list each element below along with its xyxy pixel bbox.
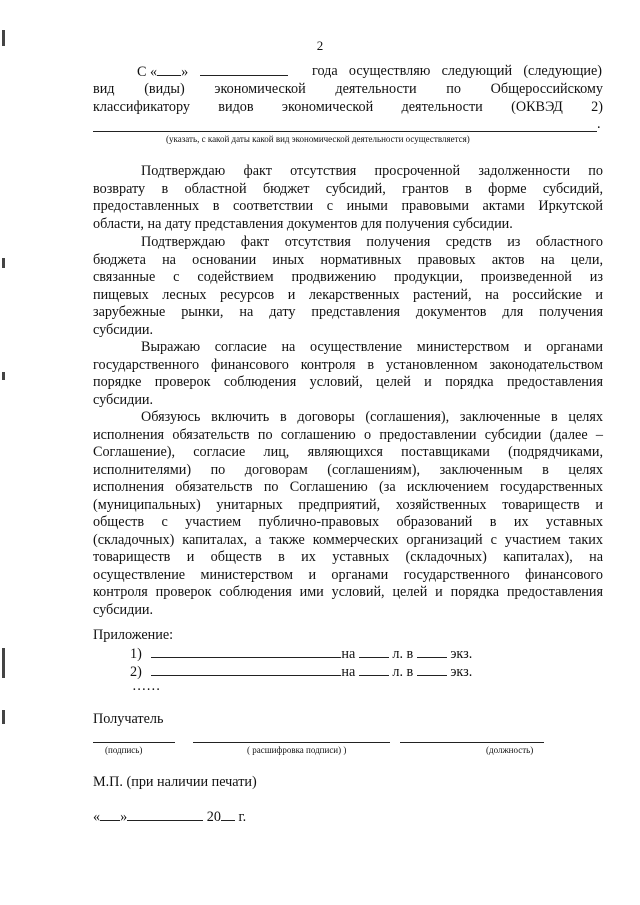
signature-decoding-line [193, 742, 390, 743]
stamp-note: М.П. (при наличии печати) [93, 774, 257, 790]
scan-mark [2, 710, 5, 724]
text-line: (складочных) капиталах, а также коммерческих организаций с участием таких [93, 531, 603, 548]
paragraph-1 [93, 163, 603, 233]
text-line: возврату в областной бюджет субсидий, грантов в форме субсидий, [93, 180, 603, 197]
text-line: обществ с участием публично-правовых образований в их уставных [93, 514, 603, 530]
attachment-sheets-label: л. в [392, 664, 414, 680]
year-suffix: г. [238, 809, 247, 825]
attachment-ellipsis: …… [132, 678, 161, 694]
date-line-tail: года осуществляю следующий (следующие) [312, 63, 602, 79]
text-line: порядке проверок соблюдения условий, целей и порядка предоставления [93, 374, 603, 390]
date-open-quote: С « [137, 64, 158, 80]
text-line: Подтверждаю факт отсутствия получения средств из областного [141, 234, 603, 250]
year-prefix: 20 [206, 809, 221, 825]
okved-caption: (указать, с какой даты какой вид экономической деятельности осуществляется) [166, 134, 470, 144]
scan-mark [2, 372, 5, 380]
day-blank [100, 808, 120, 821]
attachment-na-label: на [341, 664, 356, 680]
attachment-name-blank [151, 645, 341, 658]
signature-line [93, 742, 175, 743]
decoding-caption: ( расшифровка подписи) ) [247, 745, 347, 755]
text-line: Обязуюсь включить в договоры (соглашения), заключенные в целях [141, 409, 603, 425]
paragraph-2 [93, 234, 603, 339]
text-line: товариществ и обществ в их уставных (складочных) капиталах), на [93, 549, 603, 565]
okved-text [93, 81, 603, 116]
copies-blank [417, 645, 447, 658]
text-line: (муниципальных) унитарных предприятий, хозяйственных товариществ и [93, 496, 603, 513]
text-line: исполнения обязательств по соглашению о предоставлении субсидии (далее – [93, 426, 603, 443]
position-line [400, 742, 544, 743]
signing-date [93, 808, 246, 826]
scan-mark [2, 648, 5, 678]
text-line: субсидии. [93, 601, 154, 618]
date-close-quote: » [181, 64, 189, 80]
text-line: классификатору видов экономической деятельности (ОКВЭД 2) [93, 98, 603, 115]
attachment-copies-label: экз. [450, 664, 473, 680]
text-line: области, на дату представления документов для получения субсидии. [93, 215, 513, 232]
text-line: бюджета на основании иных нормативных правовых актов на цели, [93, 251, 603, 268]
sheets-blank [359, 645, 389, 658]
date-close-quote: » [120, 809, 128, 825]
page-number: 2 [316, 38, 324, 53]
position-caption: (должность) [486, 745, 534, 755]
attachment-title: Приложение: [93, 627, 174, 643]
attachment-copies-label: экз. [450, 646, 473, 662]
text-line: осуществление министерством и органами государственного финансового [93, 566, 603, 583]
text-line: субсидии. [93, 321, 154, 338]
text-line: субсидии. [93, 391, 154, 408]
text-line: исполнения обязательств по Соглашению (за исключением государственных [93, 479, 603, 495]
attachment-item-number: 1) [130, 646, 142, 662]
attachment-na-label: на [341, 646, 356, 662]
scan-mark [2, 258, 5, 268]
date-open-quote: « [93, 809, 101, 825]
text-line: контроля проверок соблюдения ими условий, целей и порядка предоставления [93, 584, 603, 600]
paragraph-3 [93, 339, 603, 409]
text-line: предоставленных в соответствии с иными правовыми актами Иркутской [93, 198, 603, 214]
month-blank [127, 808, 203, 821]
date-line [137, 63, 288, 81]
text-line: зарубежные рынки, на дату представления документов для получения [93, 304, 603, 320]
text-line: исполнителями) по договорам (соглашениям), заключенным в целях [93, 461, 603, 478]
signature-caption: (подпись) [105, 745, 143, 755]
sheets-blank [359, 663, 389, 676]
text-line: Выражаю согласие на осуществление министерством и органами [141, 339, 603, 355]
recipient-label: Получатель [93, 711, 164, 727]
paragraph-4 [93, 409, 603, 619]
attachment-item-1 [130, 645, 472, 663]
text-line: Соглашение), согласие лиц, являющихся поставщиками (подрядчиками, [93, 444, 603, 460]
text-line: Подтверждаю факт отсутствия просроченной задолженности по [141, 163, 603, 179]
text-line: вид (виды) экономической деятельности по Общероссийскому [93, 81, 603, 97]
text-line: государственного финансового контроля в установленном законодательством [93, 356, 603, 373]
attachment-name-blank [151, 663, 341, 676]
month-blank [200, 63, 288, 76]
text-line: связанные с содействием продвижению продукции, произведенной из [93, 269, 603, 285]
year-blank [221, 808, 235, 821]
attachment-item-2 [130, 663, 472, 681]
attachment-sheets-label: л. в [392, 646, 414, 662]
text-line: пищевых лесных ресурсов и лекарственных растений, на российские и [93, 286, 603, 303]
day-blank [157, 63, 181, 76]
copies-blank [417, 663, 447, 676]
okved-blank-line [93, 131, 597, 132]
attachment-item-number: 2) [130, 664, 142, 680]
okved-end-dot: . [597, 116, 601, 132]
